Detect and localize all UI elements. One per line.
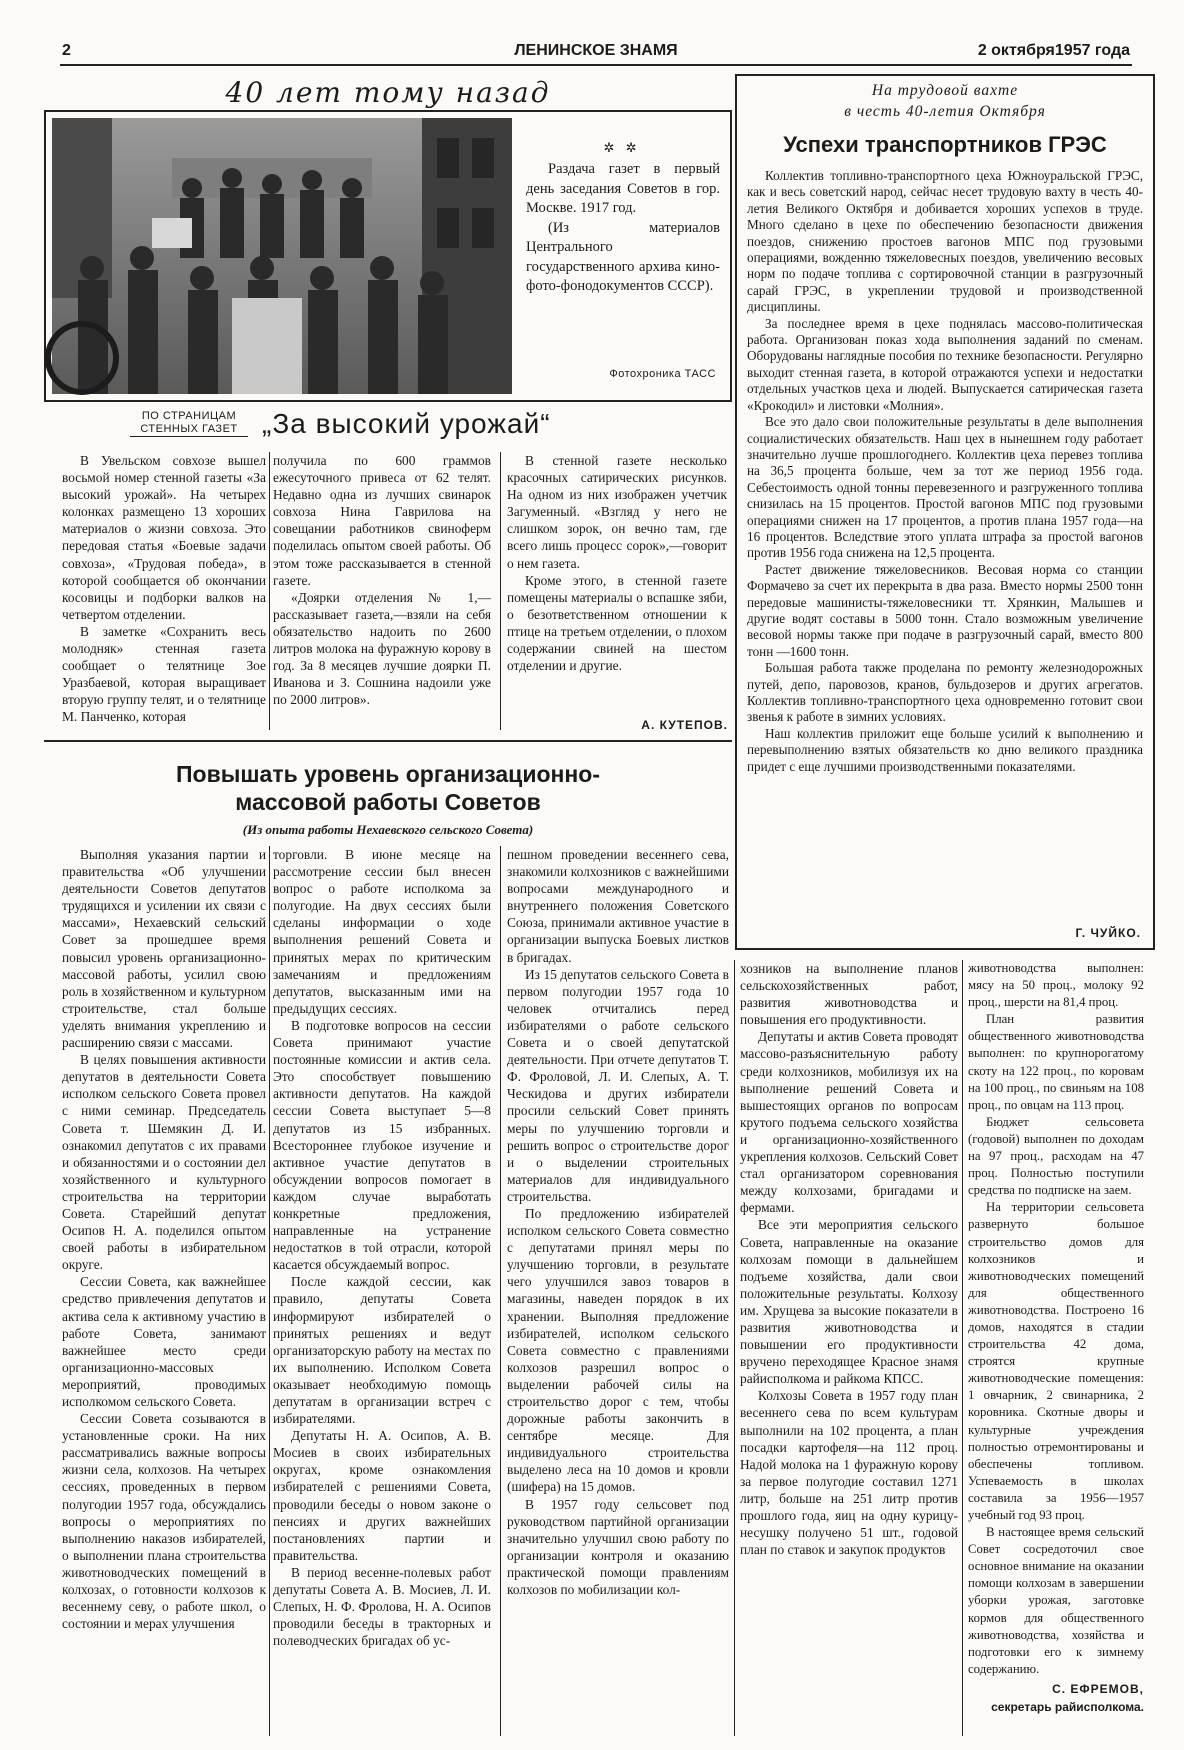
- historical-photo-image: [52, 118, 512, 394]
- historical-photo: [52, 118, 512, 394]
- paragraph: пешном проведении весеннего сева, знакомили колхозников с важнейшими вопросами международного и внутреннего положения Советского Союза, принимали активное участие в организации выпуска Боевых листков в бригадах.: [507, 847, 729, 965]
- paragraph: Все это дало свои положительные результаты в деле выполнения социалистических обязательств. Наш цех в нынешнем году работает значительно лучше прошлогоднего. Коллектив цеха перевез топлива на 36,5 процента больше, чем за тот же период 1956 года. Себестоимость одной тонны перевезенного и разгруженного топлива снизилась на 15 процентов. Простой вагонов МПС под грузовыми операциями снижен на 17 процентов, а против плана 1957 года—на 16 процентов. Вследствие этого уплата штрафа за простой вагонов против 1956 года снижена на 12,5 процента.: [747, 414, 1143, 561]
- paragraph: В подготовке вопросов на сессии Совета принимают участие постоянные комиссии и актив села. Это способствует повышению активности депутатов. На каждой сессии Совета выступает 5—8 депутатов из 15 избранных. Всестороннее глубокое изучение и активное участие депутатов в обсуждении вопросов помогает в каждом случае выработать конкретные предложения, направленные на устранение недостатков в той отрасли, которой касается обсуждаемый вопрос.: [273, 1017, 491, 1273]
- paragraph: Коллектив топливно-транспортного цеха Южноуральской ГРЭС, как и весь советский народ, сейчас несет трудовую вахту в честь 40-летия Великого Октября и добивается хороших успехов в труде. Много сделано в цехе по обеспечению безопасности движения поездов, снижению простоев вагонов МПС под грузовыми операциями, вожденню тяжеловесных поездов, увеличению весовых норм по подаче топлива с сортировочной станции в разгрузочный сарай ГРЭС, в укреплении трудовой и производственной дисциплины.: [747, 168, 1143, 315]
- wallpaper-col-3: [507, 452, 727, 716]
- rubric-label: [130, 410, 248, 437]
- column-rule: [734, 960, 735, 1736]
- soviets-col-1: [62, 846, 266, 1736]
- paragraph: В 1957 году сельсовет под руководством партийной организации значительно улучшил свою работу по организации контроля и оказанию практической помощи правлениям колхозов по мобилизации кол-: [507, 1496, 729, 1598]
- paragraph: Колхозы Совета в 1957 году план весеннего сева по всем культурам выполнили на 102 процента, а план посадки картофеля—на 112 проц. Надой молока на 1 фуражную корову за первое полугодие составил 1271 литр, больше на 251 литр против прошлого года, яиц на одну курицу-несушку получено 51 шт., годовой план по ставок и закупок продуктов: [740, 1388, 958, 1558]
- column-rule: [269, 846, 270, 1736]
- paragraph: Растет движение тяжеловесников. Весовая норма со станции Формачево за счет их перекрыта в два раза. Вместо нормы 2500 тонн передовые машинисты-тяжеловесники тт. Хрянкин, Малышев и другие водят составы в 5000 тонн. Стало возможным увеличение весовой нормы также при подаче в разгрузочный сарай, вместо 800 тонн —1600 тонн.: [747, 561, 1143, 659]
- paragraph: В настоящее время сельский Совет сосредоточил свое основное внимание на оказании помощи колхозам в завершении уборки урожая, заготовке кормов для общественного животноводства, хозяйства и подготовки его к зимнему содержанию.: [968, 1525, 1144, 1676]
- paragraph: Сессии Совета созываются в установленные сроки. На них рассматривались важные вопросы жизни села, колхозов. На четырех сессиях, проведенных в первом полугодии 1957 года, обсуждались вопросы о мероприятиях по выполнению наказов избирателей, о выполнении плана строительства животноводческих помещений в колхозах, о готовности колхозов к весеннему севу, о работе школ, о состоянии и мерах улучшения: [62, 1411, 266, 1632]
- page-number: 2: [62, 42, 71, 59]
- gres-body: [747, 168, 1143, 900]
- gres-kicker-1: На трудовой вахте: [871, 82, 1019, 99]
- column-rule: [962, 960, 963, 1736]
- paragraph: Большая работа также проделана по ремонту железнодорожных путей, депо, паровозов, кранов, бульдозеров и других агрегатов. Коллектив топливно-транспортного цеха одновременно готовит свои звенья к работе в зимних условиях.: [747, 660, 1143, 725]
- column-rule: [500, 452, 501, 730]
- paragraph: получила по 600 граммов ежесуточного привеса от 62 телят. Недавно одна из лучших свинарок совхоза Нина Гаврилова на совещании работников свиноферм поделилась опытом своей работы. Об этом тоже рассказывается в стенной газете.: [273, 453, 491, 588]
- newspaper-title: ЛЕНИНСКОЕ ЗНАМЯ: [514, 42, 678, 59]
- masthead-rule: [60, 64, 1132, 66]
- paragraph: План развития общественного животноводства выполнен: по крупнорогатому скоту на 122 проц., по коровам на 100 проц., по свиньям на 108 проц., по овцам на 113 проц.: [968, 1012, 1144, 1112]
- wallpaper-col-1: [62, 452, 266, 732]
- column-rule: [500, 846, 501, 1736]
- caption-main: Раздача газет в первый день заседания Советов в гор. Москве. 1917 год.: [526, 161, 720, 216]
- soviets-col-2: [273, 846, 491, 1736]
- paragraph: Наш коллектив приложит еще больше усилий к выполнению и перевыполнению взятых обязательств ко дню великого праздника придет с еще лучшими производственными показателями.: [747, 725, 1143, 774]
- section-rule: [44, 740, 732, 742]
- wallpaper-signature: А. КУТЕПОВ.: [641, 718, 728, 732]
- soviets-heading: [44, 760, 732, 816]
- soviets-col-3: [507, 846, 729, 1736]
- paragraph: По предложению избирателей исполком сельского Совета совместно с депутатами принял меры по улучшению торговли, в результате чего улучшился завоз товаров в магазины, наведен порядок в их хранении. Выполняя предложение избирателей, исполком сельского Совета совместно с правлениями колхозов разрешил вопрос о выделении рабочей силы на строительство дорог с тем, чтобы дорожные работы закончить в сентябре месяце. Для индивидуального строительства выделено леса на 10 домов и кровли (шифера) на 15 домов.: [507, 1205, 729, 1495]
- paragraph: Выполняя указания партии и правительства «Об улучшении деятельности Советов депутатов трудящихся и усилении их связи с массами», Нехаевский сельский Совет за прошедшее время повысил уровень организационно-массовой работы, усилил свою роль в хозяйственном и культурном строительстве, стал больше уделять внимания укреплению и расширению связи с массами.: [62, 847, 266, 1051]
- caption-source: (Из материалов Центрального государственного архива кино-фото-фонодокументов СССР).: [526, 219, 720, 294]
- paragraph: После каждой сессии, как правило, депутаты Совета информируют избирателей о принятых решениях и ведут организаторскую работу на местах по их выполнению. Исполком Совета оказывает необходимую помощь депутатам в организации встреч с избирателями.: [273, 1274, 491, 1427]
- paragraph: В Увельском совхозе вышел восьмой номер стенной газеты «За высокий урожай». На четырех колонках размещено 13 хороших материалов о жизни совхоза. Это передовая статья «Боевые задачи совхоза», «Трудовая победа», в которой сообщается об окончании косовицы и подборки валков на четвертом отделении.: [62, 453, 266, 622]
- soviets-signature-title: секретарь райисполкома.: [991, 1700, 1144, 1714]
- soviets-subheading: (Из опыта работы Нехаевского сельского Совета): [242, 822, 534, 837]
- paragraph: хозников на выполнение планов сельскохозяйственных работ, развития животноводства и повышения его продуктивности.: [740, 961, 958, 1028]
- paragraph: торговли. В июне месяце на рассмотрение сессии был внесен вопрос о работе исполкома за полугодие. На двух сессиях были сделаны информации о ходе выполнения решений Совета и принятых мерах по критическим замечаниям и предложениям депутатов, высказанным ими на предыдущих сессиях.: [273, 847, 491, 1016]
- paragraph: Из 15 депутатов сельского Совета в первом полугодии 1957 года 10 человек отчитались перед избирателями о работе сельского Совета и о своей депутатской деятельности. При отчете депутатов Т. Ф. Фроловой, Л. И. Слепых, А. Т. Ческидова и других избиратели просили сельский Совет принять меры по улучшению торговли и решить вопрос о строительстве дорог и о выделении строительных материалов для индивидуального строительства.: [507, 966, 729, 1204]
- gres-signature: Г. ЧУЙКО.: [1075, 926, 1141, 940]
- soviets-col-5: [968, 960, 1144, 1676]
- gres-kicker-2: в честь 40-летия Октября: [844, 103, 1046, 120]
- caption-stars: ✲ ✲: [603, 140, 641, 155]
- paragraph: В заметке «Сохранить весь молодняк» стенная газета сообщает о телятнице Зое Уразбаевой, которая выращивает вторую группу телят, и о телятнице М. Панченко, которая: [62, 623, 266, 725]
- paragraph: Все эти мероприятия сельского Совета, направленные на оказание колхозам помощи в дальнейшем подъеме хозяйства, дали свои положительные результаты. Колхозу им. Хрущева за высокие показатели в развития животноводства и повышении его продуктивности вручено переходящее Красное знамя райисполкома и райкома КПСС.: [740, 1217, 958, 1387]
- paragraph: В период весенне-полевых работ депутаты Совета А. В. Мосиев, Л. И. Слепых, Н. Ф. Фролова, Н. А. Осипов проводили беседы в тракторных и полеводческих бригадах об ус-: [273, 1564, 491, 1649]
- wallpaper-heading: „За высокий урожай“: [262, 408, 551, 439]
- history-frame: [44, 110, 732, 402]
- paragraph: Бюджет сельсовета (годовой) выполнен по доходам на 97 проц., расходам на 47 проц. Полностью поступили средства по подписке на заем.: [968, 1114, 1144, 1198]
- paragraph: Сессии Совета, как важнейшее средство привлечения депутатов и актива села к активному участию в работе Совета, занимают важнейшее место среди организационно-массовых мероприятий, проводимых исполкомом сельского Совета.: [62, 1274, 266, 1409]
- paragraph: На территории сельсовета развернуто большое строительство домов для колхозников и животноводческих помещений для общественного животноводства. Построено 16 домов, находятся в стадии строительства 42 дома, строятся крупные животноводческие помещения: 1 овчарник, 2 свинарника, 2 коровника. Скотные дворы и культурные учреждения полностью отремонтированы и обеспечены топливом. Успеваемость в школах составила за 1956—1957 учебный год 93 проц.: [968, 1200, 1144, 1522]
- paragraph: За последнее время в цехе поднялась массово-политическая работа. Организован показ хода выполнения заданий по сменам. Оборудованы наглядные пособия по технике безопасности. Регулярно выходит стенная газета, в которой отражаются успехи и недостатки отдельных участков цеха и людей. Выпускается сатирическая газета «Крокодил» и листовки «Молния».: [747, 315, 1143, 413]
- issue-date: 2 октября1957 года: [977, 42, 1130, 59]
- masthead: [62, 42, 1130, 64]
- soviets-signature-name: С. ЕФРЕМОВ,: [1052, 1682, 1144, 1696]
- gres-heading: Успехи транспортников ГРЭС: [783, 132, 1107, 157]
- rubric-line-2: СТЕННЫХ ГАЗЕТ: [140, 423, 238, 435]
- rubric-line-1: ПО СТРАНИЦАМ: [141, 410, 237, 422]
- history-heading: 40 лет тому назад: [225, 76, 551, 109]
- soviets-col-4: [740, 960, 958, 1736]
- soviets-heading-line-2: массовой работы Советов: [235, 789, 541, 815]
- paragraph: В целях повышения активности депутатов в деятельности Совета исполком сельского Совета провел с ними семинар. Председатель Совета т. Шемякин Д. И. ознакомил депутатов с их правами и обязанностями и о состоянии дел хозяйственного и культурного строительства на территории Совета. Старейший депутат Осипов Н. А. поделился опытом своей работы в избирательном округе.: [62, 1052, 266, 1273]
- gres-article-box: [735, 74, 1155, 950]
- soviets-heading-line-1: Повышать уровень организационно-: [176, 761, 600, 787]
- paragraph: «Доярки отделения № 1,— рассказывает газета,—взяли на себя обязательство надоить по 2600 литров молока на фуражную корову в год. За 8 месяцев лучшие доярки П. Иванова и З. Сошнина надоили уже по 2000 литров».: [273, 589, 491, 708]
- paragraph: животноводства выполнен: мясу на 50 проц., молоку 92 проц., шерсти на 81,4 проц.: [968, 961, 1144, 1010]
- paragraph: Депутаты и актив Совета проводят массово-разъяснительную работу среди колхозников, мобилизуя их на выполнение решений Совета и вышестоящих органов по вопросам крутого подъема сельского хозяйства и организационно-хозяйственного укрепления колхозов. Сельский Совет стал организатором соревнования между колхозами, бригадами и фермами.: [740, 1029, 958, 1216]
- photo-credit: Фотохроника ТАСС: [609, 368, 716, 380]
- paragraph: Депутаты Н. А. Осипов, А. В. Мосиев в своих избирательных округах, кроме ознакомления избирателей с решениями Совета, проводили беседы о новом законе о пенсиях и других важнейших постановлениях партии и правительства.: [273, 1428, 491, 1563]
- paragraph: Кроме этого, в стенной газете помещены материалы о вспашке зяби, о безответственном отношении к птице на третьем отделении, о плохом содержании свиней на шестом отделении и другие.: [507, 572, 727, 674]
- column-rule: [269, 452, 270, 730]
- paragraph: В стенной газете несколько красочных сатирических рисунков. На одном из них изображен учетчик Загуменный. «Взгляд у него не слишком зорок, он вечно там, где всего лишь процесс сорок»,—говорит о нем газета.: [507, 453, 727, 571]
- wallpaper-col-2: [273, 452, 491, 732]
- photo-caption: [526, 160, 720, 297]
